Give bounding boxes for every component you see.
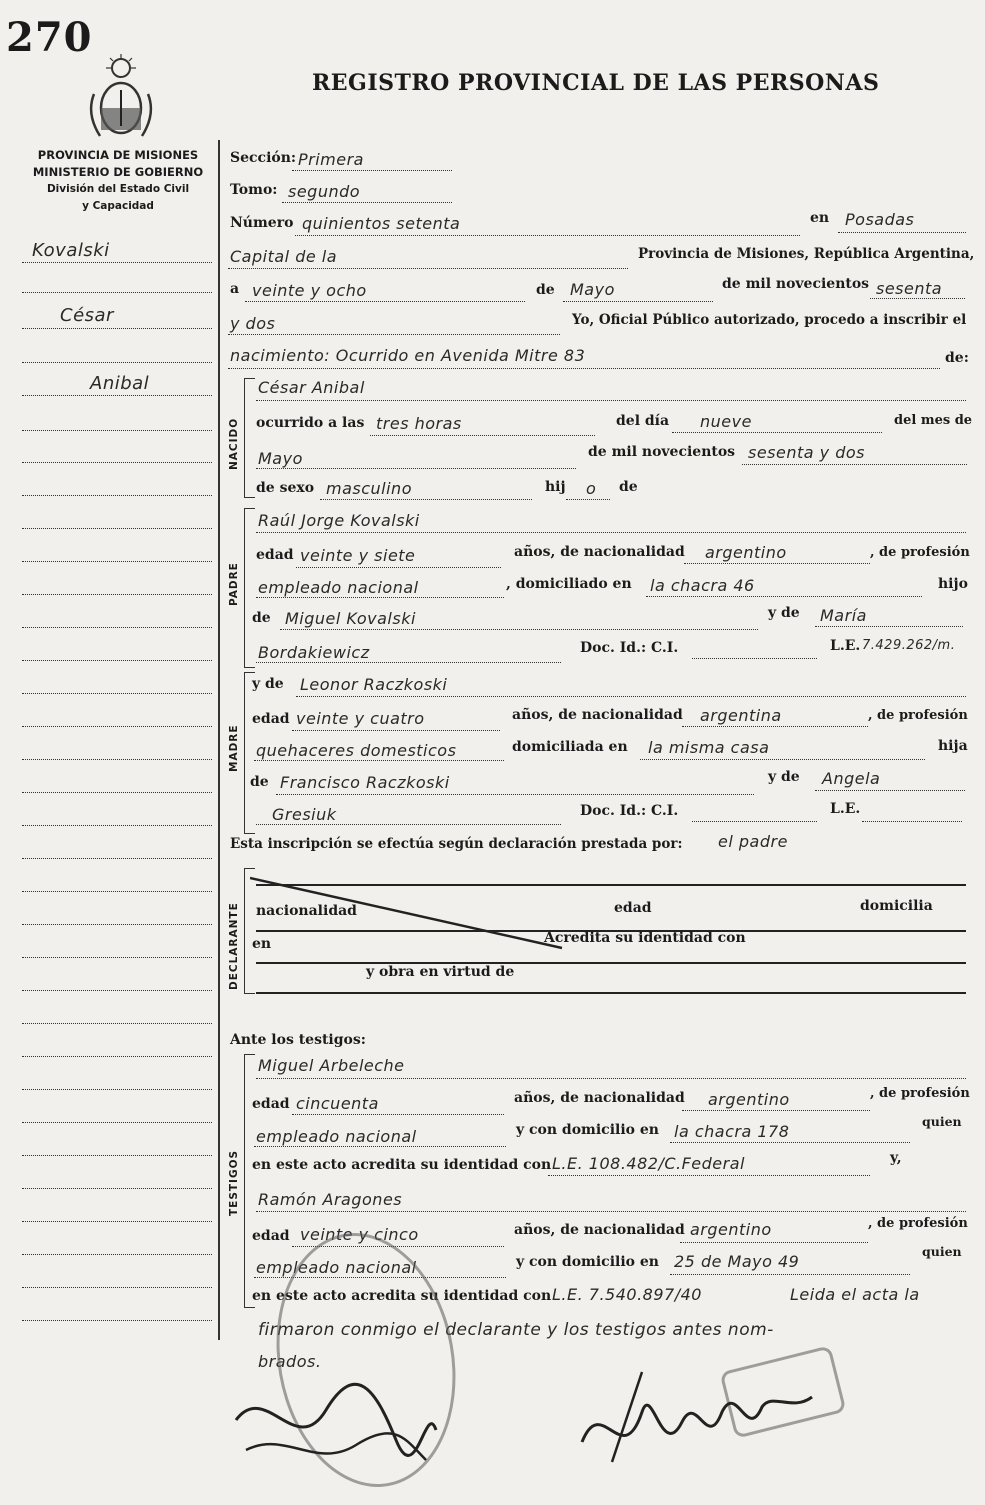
tomo-label: Tomo: <box>230 182 278 198</box>
madre-madre-value-2: Gresiuk <box>272 805 337 824</box>
madre-y-de2-label: y de <box>768 769 800 785</box>
de-colon-label: de: <box>945 350 969 366</box>
madre-dom-label: domiciliada en <box>512 739 628 755</box>
madre-nombre-value: Leonor Raczkoski <box>300 675 448 694</box>
testigo1-dom-value: la chacra 178 <box>674 1122 790 1141</box>
ante-testigos-label: Ante los testigos: <box>230 1032 366 1048</box>
numero-value: quinientos setenta <box>302 214 461 233</box>
madre-madre-value-1: Angela <box>822 769 881 788</box>
padre-prof-label: , de profesión <box>870 545 970 560</box>
padre-dom-label: , domiciliado en <box>506 576 632 592</box>
madre-prof-label: , de profesión <box>868 708 968 723</box>
anio-nac-value: sesenta y dos <box>748 443 865 462</box>
testigo1-quien-label: quien <box>922 1114 962 1129</box>
padre-edad-label: edad <box>256 547 294 563</box>
madre-doc-label: Doc. Id.: C.I. <box>580 803 679 819</box>
declarante-section-label: DECLARANTE <box>228 902 240 990</box>
decl-acredita-label: Acredita su identidad con <box>544 930 746 946</box>
yo-oficial-label: Yo, Oficial Público autorizado, procedo a inscribir el <box>572 312 967 328</box>
seccion-value: Primera <box>298 150 364 169</box>
padre-de-label: de <box>252 610 271 626</box>
decl-edad-label: edad <box>614 900 652 916</box>
signature-left <box>226 1360 446 1480</box>
madre-le-label: L.E. <box>830 801 861 817</box>
dia-value: nueve <box>700 412 752 431</box>
hij-label: hij <box>545 479 566 495</box>
padre-padre-value: Miguel Kovalski <box>285 609 416 628</box>
testigo1-dom-label: y con domicilio en <box>516 1122 659 1138</box>
testigo1-edad-value: cincuenta <box>296 1094 379 1113</box>
testigo2-prof-label: , de profesión <box>868 1216 968 1231</box>
padre-section-label: PADRE <box>228 562 240 606</box>
decl-en-label: en <box>252 936 272 952</box>
testigo1-edad-label: edad <box>252 1096 290 1112</box>
hora-value: tres horas <box>376 414 462 433</box>
testigo2-edad-label: edad <box>252 1228 290 1244</box>
decl-nacionalidad-label: nacionalidad <box>256 903 357 919</box>
padre-nombre-value: Raúl Jorge Kovalski <box>258 511 420 530</box>
page-title: REGISTRO PROVINCIAL DE LAS PERSONAS <box>312 70 880 96</box>
lugar-value: Posadas <box>845 210 915 229</box>
cierre-line-2: firmaron conmigo el declarante y los testigos antes nom- <box>258 1320 774 1340</box>
testigo2-acto-label: en este acto acredita su identidad con <box>252 1288 552 1304</box>
nombre-nacido-value: César Anibal <box>258 378 365 397</box>
numero-label: Número <box>230 215 294 231</box>
madre-padre-value: Francisco Raczkoski <box>280 773 450 792</box>
margin-divider <box>218 140 220 1340</box>
padre-madre-value-1: María <box>820 606 867 625</box>
testigo1-nombre-value: Miguel Arbeleche <box>258 1056 405 1075</box>
a-label: a <box>230 281 240 297</box>
testigo1-prof-label: , de profesión <box>870 1086 970 1101</box>
testigo2-dom-label: y con domicilio en <box>516 1254 659 1270</box>
capital-value: Capital de la <box>230 247 338 266</box>
coat-of-arms-icon <box>86 54 156 144</box>
provincia-label: Provincia de Misiones, República Argentina, <box>638 246 975 262</box>
margin-middle-name: Anibal <box>90 373 150 394</box>
padre-edad-value: veinte y siete <box>300 546 416 565</box>
seccion-label: Sección: <box>230 150 297 166</box>
sexo-label: de sexo <box>256 480 315 496</box>
cierre-line-1: Leida el acta la <box>790 1285 920 1304</box>
nacimiento-value: nacimiento: Ocurrido en Avenida Mitre 83 <box>230 346 586 365</box>
issuer-header: PROVINCIA DE MISIONES MINISTERIO DE GOBIERNO División del Estado Civil y Capacidad <box>32 148 204 212</box>
testigo2-edad-value: veinte y cinco <box>300 1225 419 1244</box>
madre-edad-value: veinte y cuatro <box>296 709 425 728</box>
testigo2-nombre-value: Ramón Aragones <box>258 1190 403 1209</box>
decl-domicilia-label: domicilia <box>860 898 933 914</box>
de-mil-label: de mil novecientos <box>722 276 870 292</box>
testigos-section-label: TESTIGOS <box>228 1149 240 1216</box>
testigo2-quien-label: quien <box>922 1244 962 1259</box>
cierre-line-3: brados. <box>258 1352 322 1371</box>
madre-prof-value: quehaceres domesticos <box>256 741 457 760</box>
padre-doc-label: Doc. Id.: C.I. <box>580 640 679 656</box>
madre-dom-value: la misma casa <box>648 738 770 757</box>
padre-madre-value-2: Bordakiewicz <box>258 643 370 662</box>
padre-le-label: L.E. <box>830 638 861 654</box>
padre-dom-value: la chacra 46 <box>650 576 755 595</box>
tomo-value: segundo <box>288 182 361 201</box>
inscripcion-label: Esta inscripción se efectúa según declaración prestada por: <box>230 836 683 852</box>
testigo2-anios-label: años, de nacionalidad <box>514 1222 685 1238</box>
de2-label: de <box>619 479 638 495</box>
de-mil2-label: de mil novecientos <box>588 444 736 460</box>
padre-hijo-label: hijo <box>938 576 968 592</box>
testigo2-nac-value: argentino <box>690 1220 772 1239</box>
nacido-section-label: NACIDO <box>228 417 240 470</box>
del-mes-label: del mes de <box>894 413 973 428</box>
mes-nac-value: Mayo <box>258 449 303 468</box>
testigo1-prof-value: empleado nacional <box>256 1127 417 1146</box>
madre-nac-value: argentina <box>700 706 782 725</box>
hij-value: o <box>586 479 597 498</box>
testigo2-dom-value: 25 de Mayo 49 <box>674 1252 800 1271</box>
anio-value-1: sesenta <box>876 279 943 298</box>
mes-value: Mayo <box>570 280 615 299</box>
signature-right <box>572 1352 832 1482</box>
del-dia-label: del día <box>616 413 670 429</box>
madre-de-label: de <box>250 774 269 790</box>
testigo1-acto-label: en este acto acredita su identidad con <box>252 1157 552 1173</box>
padre-anios-label: años, de nacionalidad <box>514 544 685 560</box>
ocurrido-label: ocurrido a las <box>256 415 365 431</box>
testigo1-anios-label: años, de nacionalidad <box>514 1090 685 1106</box>
testigo1-doc-value: L.E. 108.482/C.Federal <box>552 1154 745 1173</box>
madre-edad-label: edad <box>252 711 290 727</box>
declarante-value: el padre <box>718 832 788 851</box>
folio-number: 270 <box>6 14 93 61</box>
margin-first-name: César <box>60 305 114 326</box>
testigo1-y-label: y, <box>890 1150 902 1166</box>
madre-y-de-label: y de <box>252 676 284 692</box>
anio-value-2: y dos <box>230 314 276 333</box>
margin-surname: Kovalski <box>32 240 110 261</box>
sexo-value: masculino <box>326 479 412 498</box>
madre-hija-label: hija <box>938 738 968 754</box>
testigo2-prof-value: empleado nacional <box>256 1258 417 1277</box>
de-label: de <box>536 282 555 298</box>
testigo2-doc-value: L.E. 7.540.897/40 <box>552 1285 702 1304</box>
padre-y-de-label: y de <box>768 605 800 621</box>
padre-prof-value: empleado nacional <box>258 578 419 597</box>
decl-obra-label: y obra en virtud de <box>366 964 515 980</box>
dia-letras-value: veinte y ocho <box>252 281 367 300</box>
padre-nac-value: argentino <box>705 543 787 562</box>
en-label: en <box>810 210 830 226</box>
padre-le-value: 7.429.262/m. <box>862 638 956 653</box>
testigo1-nac-value: argentino <box>708 1090 790 1109</box>
madre-section-label: MADRE <box>228 724 240 772</box>
madre-anios-label: años, de nacionalidad <box>512 707 683 723</box>
